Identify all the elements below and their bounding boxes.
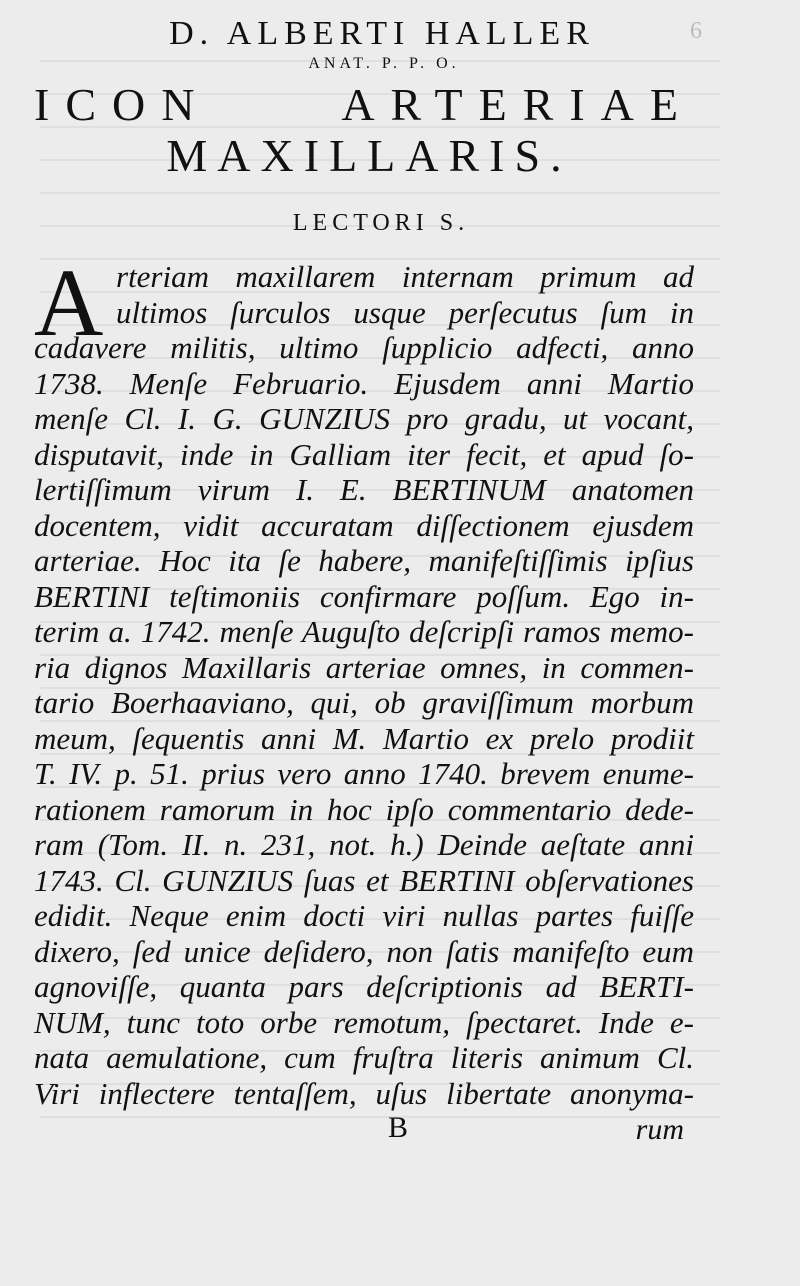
text-line: ultimos ſurculos usque perſecutus ſum in (116, 294, 694, 330)
text-line: menſe Cl. I. G. GUNZIUS pro gradu, ut vocant, (34, 401, 694, 436)
text-line: edidit. Neque enim docti viri nullas partes fuiſſe (34, 898, 694, 933)
catchword: rum (635, 1113, 684, 1146)
signature-mark: B (388, 1111, 409, 1144)
text-line: rteriam maxillarem internam primum ad (116, 259, 694, 294)
title-line-4: MAXILLARIS. (166, 130, 572, 181)
body-text (34, 249, 694, 1111)
text-line: dixero, ſed unice deſidero, non ſatis manifeſto eum (34, 933, 694, 969)
text-line: ria dignos Maxillaris arteriae omnes, in commen- (34, 649, 694, 685)
title-line-2: ANAT. P. P. O. (308, 55, 460, 72)
text-line: disputavit, inde in Galliam iter fecit, et apud ſo- (34, 436, 694, 472)
text-line: 1738. Menſe Februario. Ejusdem anni Martio (34, 365, 694, 401)
drop-cap: A (34, 249, 104, 356)
text-line: nata aemulatione, cum fruſtra literis animum Cl. (34, 1040, 694, 1075)
page-footer (34, 1113, 694, 1149)
section-heading: LECTORI S. (292, 210, 470, 236)
title-line-1: D. ALBERTI HALLER (169, 15, 595, 52)
text-line: rationem ramorum in hoc ipſo commentario dede- (34, 791, 694, 827)
text-line: agnoviſſe, quanta pars deſcriptionis ad BERTI- (34, 969, 694, 1004)
text-line: cadavere militis, ultimo ſupplicio adfecti, anno (34, 330, 694, 365)
text-line: meum, ſequentis anni M. Martio ex prelo prodiit (34, 720, 694, 756)
text-line: ram (Tom. II. n. 231, not. h.) Deinde aeſtate anni (34, 827, 694, 862)
text-line: BERTINI teſtimoniis confirmare poſſum. Ego in- (34, 578, 694, 614)
text-block (34, 14, 694, 1149)
text-line: arteriae. Hoc ita ſe habere, manifeſtiſſimis ipſius (34, 543, 694, 578)
text-line: terim a. 1742. menſe Auguſto deſcripſi ramos memo- (34, 614, 694, 649)
text-line: Viri inflectere tentaſſem, uſus libertate anonyma- (34, 1075, 694, 1111)
page-number: 6 (690, 18, 702, 44)
title-line-3: ICON ARTERIAE (34, 79, 694, 130)
text-line: NUM, tunc toto orbe remotum, ſpectaret. Inde e- (34, 1004, 694, 1040)
text-line: docentem, vidit accuratam diſſectionem ejusdem (34, 507, 694, 543)
text-line: tario Boerhaaviano, qui, ob graviſſimum morbum (34, 685, 694, 720)
text-line: T. IV. p. 51. prius vero anno 1740. brevem enume- (34, 756, 694, 791)
text-line: 1743. Cl. GUNZIUS ſuas et BERTINI obſervationes (34, 862, 694, 898)
text-line: lertiſſimum virum I. E. BERTINUM anatomen (34, 472, 694, 507)
